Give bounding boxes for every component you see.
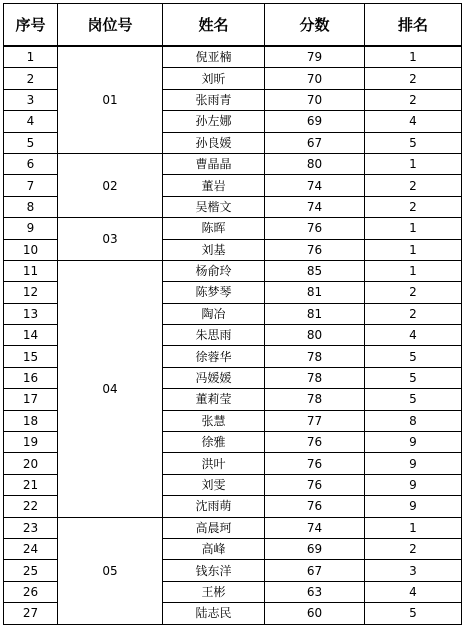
cell-name: 董莉莹 [163, 389, 265, 410]
cell-rank: 2 [365, 175, 462, 196]
cell-name: 吴楷文 [163, 196, 265, 217]
cell-rank: 1 [365, 46, 462, 68]
cell-seq: 11 [4, 260, 58, 281]
cell-rank: 5 [365, 367, 462, 388]
cell-seq: 21 [4, 474, 58, 495]
cell-seq: 27 [4, 603, 58, 624]
cell-score: 69 [265, 538, 365, 559]
cell-rank: 2 [365, 303, 462, 324]
header-score: 分数 [265, 4, 365, 47]
cell-name: 董岩 [163, 175, 265, 196]
table-row [4, 46, 462, 68]
cell-name: 孙左娜 [163, 111, 265, 132]
cell-score: 76 [265, 453, 365, 474]
cell-score: 76 [265, 239, 365, 260]
cell-name: 刘基 [163, 239, 265, 260]
cell-seq: 7 [4, 175, 58, 196]
cell-score: 79 [265, 46, 365, 68]
cell-score: 74 [265, 517, 365, 538]
cell-name: 陈梦琴 [163, 282, 265, 303]
cell-score: 80 [265, 325, 365, 346]
cell-score: 81 [265, 282, 365, 303]
cell-name: 高晨珂 [163, 517, 265, 538]
cell-rank: 4 [365, 581, 462, 602]
cell-rank: 2 [365, 282, 462, 303]
cell-post: 03 [58, 218, 163, 261]
cell-name: 沈雨萌 [163, 496, 265, 517]
cell-rank: 3 [365, 560, 462, 581]
cell-rank: 2 [365, 68, 462, 89]
cell-seq: 19 [4, 432, 58, 453]
cell-seq: 17 [4, 389, 58, 410]
cell-seq: 4 [4, 111, 58, 132]
cell-seq: 9 [4, 218, 58, 239]
table-body [4, 46, 462, 624]
cell-name: 陈晖 [163, 218, 265, 239]
cell-score: 81 [265, 303, 365, 324]
cell-post: 05 [58, 517, 163, 624]
cell-name: 刘雯 [163, 474, 265, 495]
cell-name: 倪亚楠 [163, 46, 265, 68]
cell-rank: 1 [365, 218, 462, 239]
cell-rank: 9 [365, 432, 462, 453]
cell-rank: 1 [365, 260, 462, 281]
cell-name: 陶冶 [163, 303, 265, 324]
cell-score: 76 [265, 474, 365, 495]
cell-score: 70 [265, 89, 365, 110]
cell-name: 杨俞玲 [163, 260, 265, 281]
cell-rank: 2 [365, 89, 462, 110]
cell-score: 70 [265, 68, 365, 89]
cell-rank: 2 [365, 538, 462, 559]
header-post: 岗位号 [58, 4, 163, 47]
cell-rank: 4 [365, 325, 462, 346]
cell-rank: 9 [365, 453, 462, 474]
cell-name: 张慧 [163, 410, 265, 431]
cell-rank: 9 [365, 496, 462, 517]
table-row [4, 218, 462, 239]
cell-score: 76 [265, 218, 365, 239]
cell-seq: 2 [4, 68, 58, 89]
cell-name: 徐蓉华 [163, 346, 265, 367]
cell-score: 78 [265, 367, 365, 388]
cell-seq: 25 [4, 560, 58, 581]
cell-name: 刘昕 [163, 68, 265, 89]
cell-score: 76 [265, 496, 365, 517]
cell-name: 高峰 [163, 538, 265, 559]
table-row [4, 260, 462, 281]
cell-seq: 16 [4, 367, 58, 388]
cell-rank: 5 [365, 389, 462, 410]
cell-name: 洪叶 [163, 453, 265, 474]
cell-name: 孙良媛 [163, 132, 265, 153]
header-name: 姓名 [163, 4, 265, 47]
cell-seq: 10 [4, 239, 58, 260]
cell-seq: 6 [4, 153, 58, 174]
cell-rank: 5 [365, 603, 462, 624]
cell-name: 王彬 [163, 581, 265, 602]
cell-name: 冯媛媛 [163, 367, 265, 388]
cell-score: 60 [265, 603, 365, 624]
cell-seq: 24 [4, 538, 58, 559]
cell-rank: 1 [365, 517, 462, 538]
cell-score: 74 [265, 196, 365, 217]
cell-name: 钱东洋 [163, 560, 265, 581]
header-rank: 排名 [365, 4, 462, 47]
cell-seq: 15 [4, 346, 58, 367]
cell-post: 02 [58, 153, 163, 217]
cell-rank: 2 [365, 196, 462, 217]
cell-score: 67 [265, 132, 365, 153]
cell-seq: 1 [4, 46, 58, 68]
cell-rank: 5 [365, 132, 462, 153]
cell-rank: 5 [365, 346, 462, 367]
cell-rank: 1 [365, 153, 462, 174]
cell-score: 85 [265, 260, 365, 281]
cell-name: 张雨青 [163, 89, 265, 110]
cell-score: 80 [265, 153, 365, 174]
cell-seq: 20 [4, 453, 58, 474]
header-row [4, 4, 462, 47]
cell-post: 04 [58, 260, 163, 517]
cell-score: 76 [265, 432, 365, 453]
cell-name: 陆志民 [163, 603, 265, 624]
cell-seq: 12 [4, 282, 58, 303]
cell-score: 63 [265, 581, 365, 602]
cell-rank: 1 [365, 239, 462, 260]
cell-seq: 23 [4, 517, 58, 538]
cell-seq: 14 [4, 325, 58, 346]
table-header [4, 4, 462, 47]
cell-seq: 8 [4, 196, 58, 217]
cell-name: 朱思雨 [163, 325, 265, 346]
cell-name: 徐雅 [163, 432, 265, 453]
cell-score: 67 [265, 560, 365, 581]
cell-score: 69 [265, 111, 365, 132]
table-row [4, 153, 462, 174]
cell-score: 78 [265, 346, 365, 367]
cell-seq: 26 [4, 581, 58, 602]
cell-seq: 18 [4, 410, 58, 431]
cell-seq: 5 [4, 132, 58, 153]
cell-rank: 4 [365, 111, 462, 132]
cell-name: 曹晶晶 [163, 153, 265, 174]
cell-score: 77 [265, 410, 365, 431]
cell-seq: 13 [4, 303, 58, 324]
cell-rank: 9 [365, 474, 462, 495]
header-seq: 序号 [4, 4, 58, 47]
cell-score: 74 [265, 175, 365, 196]
cell-seq: 22 [4, 496, 58, 517]
cell-score: 78 [265, 389, 365, 410]
cell-post: 01 [58, 46, 163, 153]
cell-seq: 3 [4, 89, 58, 110]
table-row [4, 517, 462, 538]
score-table [3, 3, 462, 625]
cell-rank: 8 [365, 410, 462, 431]
